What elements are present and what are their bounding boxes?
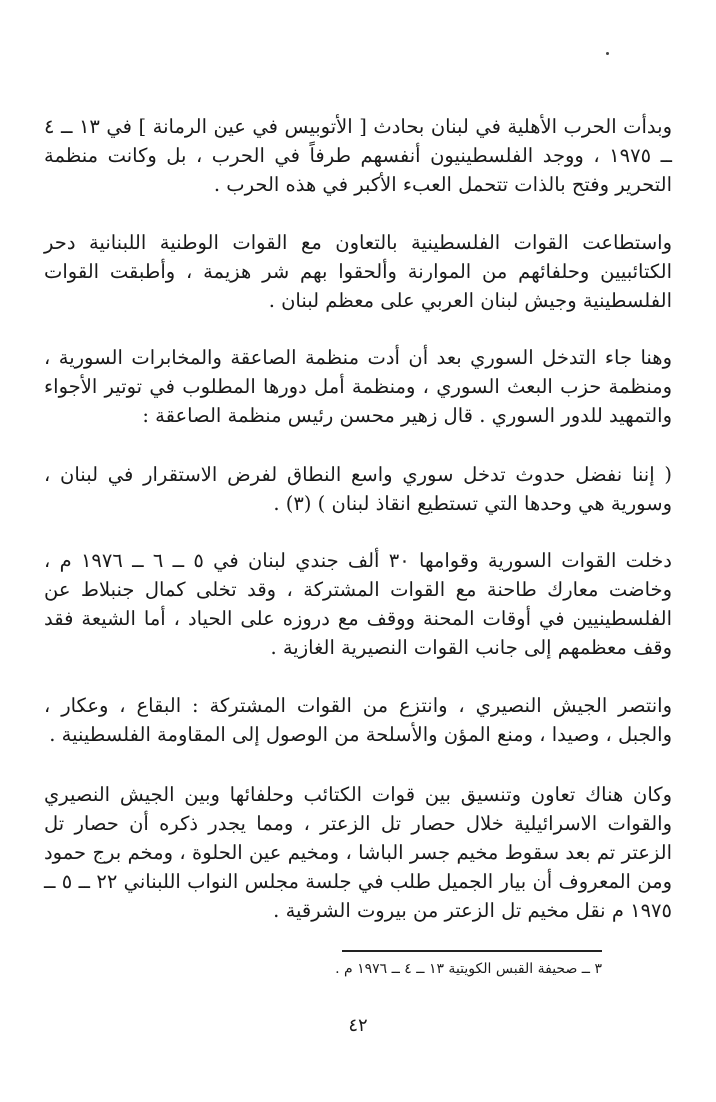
paragraph-text: دخلت القوات السورية وقوامها ٣٠ ألف جندي لبنان في ٥ ــ ٦ ــ ١٩٧٦ م ، وخاضت معارك طاحنة مع القوات المشتركة ، وقد تخلى كمال جنبلاط عن الفلسطينيين في أوقات المحنة ووقف مع دروزه على الحياد ، أما الشيعة فقد وقف معظمهم إلى جانب القوات النصيرية الغازية . bbox=[44, 549, 672, 659]
footnote-divider bbox=[342, 950, 602, 952]
corner-mark bbox=[606, 52, 609, 55]
paragraph-syrian-entry bbox=[44, 546, 672, 662]
page-number: ٤٢ bbox=[348, 1015, 368, 1036]
paragraph-civil-war-start bbox=[44, 112, 672, 199]
paragraph-tal-al-zaatar bbox=[44, 780, 672, 925]
paragraph-text: ( إننا نفضل حدوث تدخل سوري واسع النطاق لفرض الاستقرار في لبنان ، وسورية هي وحدها التي تستطيع انقاذ لبنان ) (٣) . bbox=[44, 463, 672, 515]
paragraph-nusayri-victory bbox=[44, 691, 672, 749]
paragraph-palestinian-forces bbox=[44, 228, 672, 315]
paragraph-text: وانتصر الجيش النصيري ، وانتزع من القوات المشتركة : البقاع ، وعكار ، والجبل ، وصيدا ، ومنع المؤن والأسلحة من الوصول إلى المقاومة الفلسطينية . bbox=[44, 694, 672, 746]
paragraph-syrian-intervention bbox=[44, 343, 672, 430]
paragraph-quotation bbox=[44, 460, 672, 518]
paragraph-text: وكان هناك تعاون وتنسيق بين قوات الكتائب وحلفائها وبين الجيش النصيري والقوات الاسرائيلية خلال حصار تل الزعتر ، ومما يجدر ذكره أن حصار تل الزعتر تم بعد سقوط مخيم جسر الباشا ، ومخيم عين الحلوة ، ومخم برج حمود ومن المعروف أن بيار الجميل طلب في جلسة مجلس النواب اللبناني ٢٢ ــ ٥ ــ ١٩٧٥ م نقل مخيم تل الزعتر من بيروت الشرقية . bbox=[44, 783, 673, 922]
paragraph-text: وهنا جاء التدخل السوري بعد أن أدت منظمة الصاعقة والمخابرات السورية ، ومنظمة حزب البعث السوري ، ومنظمة أمل دورها المطلوب في توتير الأجواء والتمهيد للدور السوري . قال زهير محسن رئيس منظمة الصاعقة : bbox=[44, 346, 672, 427]
paragraph-text: وبدأت الحرب الأهلية في لبنان بحادث [ الأتوبيس في عين الرمانة ] في ١٣ ــ ٤ ــ ١٩٧٥ ، ووجد الفلسطينيون أنفسهم طرفاً في الحرب ، بل وكانت منظمة التحرير وفتح بالذات تتحمل العبء الأكبر في هذه الحرب . bbox=[44, 115, 672, 196]
footnote: ٣ ــ صحيفة القبس الكويتية ١٣ ــ ٤ ــ ١٩٧٦ م . bbox=[335, 961, 602, 977]
paragraph-text: واستطاعت القوات الفلسطينية بالتعاون مع القوات الوطنية اللبنانية دحر الكتائبيين وحلفائهم من الموارنة وألحقوا بهم شر هزيمة ، وأطبقت القوات الفلسطينية وجيش لبنان العربي على معظم لبنان . bbox=[44, 231, 672, 312]
